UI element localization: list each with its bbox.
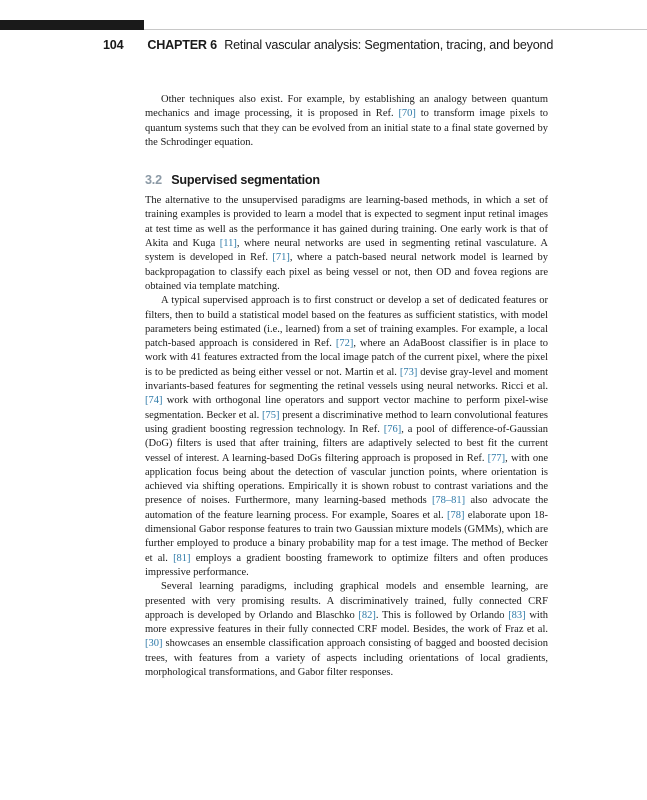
citation-link[interactable]: [83] <box>508 609 526 621</box>
citation-link[interactable]: [76] <box>383 423 402 435</box>
body-text <box>145 93 548 680</box>
page-number: 104 <box>103 38 124 52</box>
text-run: , with one application focus being about the detection of vascular junction points, where orientation is achieved via shifting operations. Empirically it is shown robust to contrast variations and the presence of noises. Furthermore, many learning-based methods <box>145 452 548 507</box>
section-heading <box>145 172 548 188</box>
citation-link[interactable]: [77] <box>487 452 506 464</box>
text-run: The alternative to the unsupervised paradigms are learning-based methods, in which a set of training examples is provided to learn a model that is expected to segment input retinal images at test time as well as the performance it has gained during training. One early work is that of Akita and Kuga <box>145 195 548 250</box>
citation-link[interactable]: [11] <box>219 238 237 250</box>
paragraph-2 <box>145 294 548 580</box>
text-run: to transform image pixels to quantum systems such that they can be evolved from an initial state to a final state governed by the Schrodinger equation. <box>145 108 548 148</box>
text-run: with more expressive features in their fully connected CRF model. Besides, the work of Fraz et al. <box>145 609 549 636</box>
text-run: showcases an ensemble classification approach consisting of bagged and boosted decision trees, with features from a variety of aspects including orientations of local gradients, morphological transformations, and Gabor filter responses. <box>145 638 548 678</box>
text-run: elaborate upon 18-dimensional Gabor response features to train two Gaussian mixture models (GMMs), which are further employed to produce a binary probability map for a test image. The method of Becker et al. <box>145 509 548 564</box>
citation-link[interactable]: [78–81] <box>431 495 466 507</box>
text-run: , where a patch-based neural network model is learned by backpropagation to classify each pixel as being vessel or not, then OD and fovea regions are obtained via template matching. <box>145 252 548 292</box>
text-run: . This is followed by Orlando <box>375 609 509 621</box>
citation-link[interactable]: [30] <box>145 638 163 650</box>
header-rule <box>144 29 647 30</box>
section-title: Supervised segmentation <box>171 173 320 188</box>
citation-link[interactable]: [75] <box>262 409 280 421</box>
text-run: devise gray-level and moment invariants-based features for segmenting the retinal vessels using neural networks. Ricci et al. <box>145 366 548 393</box>
intro-paragraph <box>145 93 548 150</box>
citation-link[interactable]: [74] <box>145 395 163 407</box>
text-run: employs a gradient boosting framework to optimize filters and often produces impressive performance. <box>145 552 548 578</box>
text-run: Several learning paradigms, including graphical models and ensemble learning, are presented with very promising results. A discriminatively trained, fully connected CRF approach is developed by Orlando and Blaschko <box>145 581 548 621</box>
text-run: , where an AdaBoost classifier is in place to work with 41 features extracted from the local image patch of the current pixel, where the pixel is to be predicted as being either vessel or not. Martin et al. <box>145 338 548 378</box>
running-head <box>103 36 623 54</box>
paragraph-3 <box>145 580 548 680</box>
citation-link[interactable]: [70] <box>398 108 416 120</box>
citation-link[interactable]: [73] <box>399 366 418 378</box>
citation-link[interactable]: [72] <box>335 338 354 350</box>
text-run: , a pool of difference-of-Gaussian (DoG) filters is used that after training, filters are adaptively selected to best fit the current vessel of interest. A learning-based DoGs filtering approach is proposed in Ref. <box>145 423 548 464</box>
text-run: work with orthogonal line operators and support vector machine to perform pixel-wise segmentation. Becker et al. <box>145 395 548 421</box>
chapter-label: CHAPTER 6 <box>147 38 217 52</box>
citation-link[interactable]: [78] <box>446 509 465 521</box>
paragraph-1 <box>145 194 548 294</box>
text-run: A typical supervised approach is to first construct or develop a set of dedicated features or filters, then to build a statistical model based on the features as sufficient statistics, with model parameters being estimated (i.e., learned) from a set of training examples. For example, a local patch-based approach is considered in Ref. <box>145 295 548 350</box>
citation-link[interactable]: [82] <box>358 609 376 621</box>
text-run: , where neural networks are used in segmenting retinal vasculature. A system is developed in Ref. <box>145 238 548 264</box>
citation-link[interactable]: [71] <box>272 252 290 264</box>
text-run: present a discriminative method to learn convolutional features using gradient boosting regression technology. In Ref. <box>145 409 548 435</box>
chapter-title: Retinal vascular analysis: Segmentation, tracing, and beyond <box>224 38 554 52</box>
citation-link[interactable]: [81] <box>173 552 191 564</box>
header-bar <box>0 20 144 30</box>
text-run: Other techniques also exist. For example, by establishing an analogy between quantum mechanics and image processing, it is proposed in Ref. <box>145 94 548 120</box>
section-number: 3.2 <box>145 173 162 188</box>
text-run: also advocate the automation of the feature learning process. For example, Soares et al. <box>145 495 548 521</box>
